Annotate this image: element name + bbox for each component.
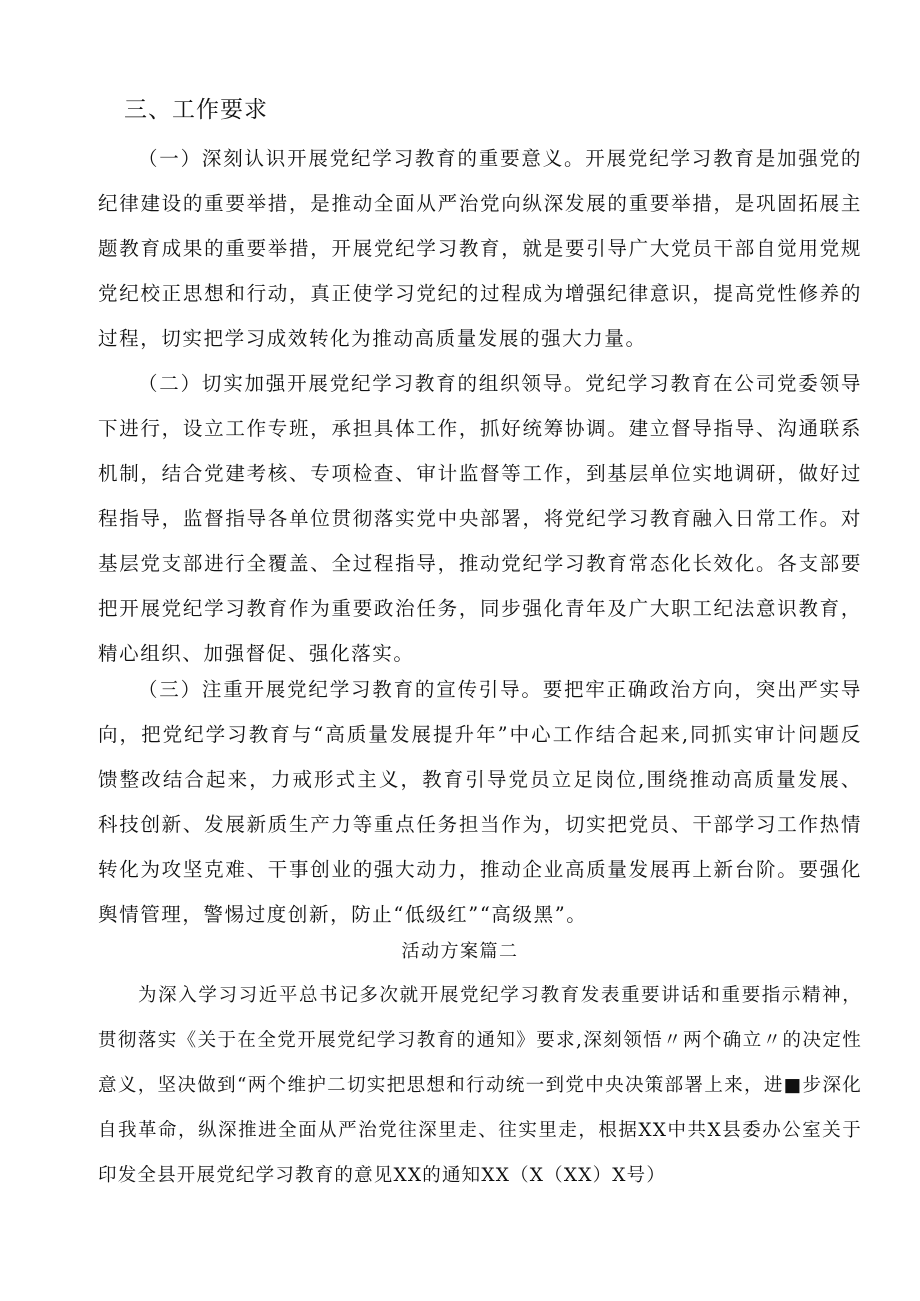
paragraph-significance: （一）深刻认识开展党纪学习教育的重要意义。开展党纪学习教育是加强党的纪律建设的重要举措，是推动全面从严治党向纵深发展的重要举措，是巩固拓展主题教育成果的重要举措，开展党纪学习教育，就是要引导广大党员干部自觉用党规党纪校正思想和行动，真正使学习党纪的过程成为增强纪律意识，提高党性修养的过程，切实把学习成效转化为推动高质量发展的强大力量。 [98,147,862,350]
plan-intro-paragraph: 为深入学习习近平总书记多次就开展党纪学习教育发表重要讲话和重要指示精神，贯彻落实《关于在全党开展党纪学习教育的通知》要求,深刻领悟〃两个确立〃的决定性意义，坚决做到“两个维护二切实把思想和行动统一到党中央决策部署上来，进■步深化自我革命，纵深推进全面从严治党往深里走、往实里走，根据XX中共X县委办公室关于印发全县开展党纪学习教育的意见XX的通知XX（X（XX）X号） [98,985,862,1186]
plan-title: 活动方案篇二 [401,941,519,962]
paragraph-publicity: （三）注重开展党纪学习教育的宣传引导。要把牢正确政治方向，突出严实导向，把党纪学习教育与“高质量发展提升年”中心工作结合起来,同抓实审计问题反馈整改结合起来，力戒形式主义，教育引导党员立足岗位,围绕推动高质量发展、科技创新、发展新质生产力等重点任务担当作为，切实把党员、干部学习工作热情转化为攻坚克难、干事创业的强大动力，推动企业高质量发展再上新台阶。要强化舆情管理，警惕过度创新，防止“低级红”“高级黑”。 [98,678,862,926]
section-heading: 三、工作要求 [124,97,268,123]
paragraph-leadership: （二）切实加强开展党纪学习教育的组织领导。党纪学习教育在公司党委领导下进行，设立工作专班，承担具体工作，抓好统筹协调。建立督导指导、沟通联系机制，结合党建考核、专项检查、审计监督等工作，到基层单位实地调研，做好过程指导，监督指导各单位贯彻落实党中央部署，将党纪学习教育融入日常工作。对基层党支部进行全覆盖、全过程指导，推动党纪学习教育常态化长效化。各支部要把开展党纪学习教育作为重要政治任务，同步强化青年及广大职工纪法意识教育，精心组织、加强督促、强化落实。 [98,372,862,665]
